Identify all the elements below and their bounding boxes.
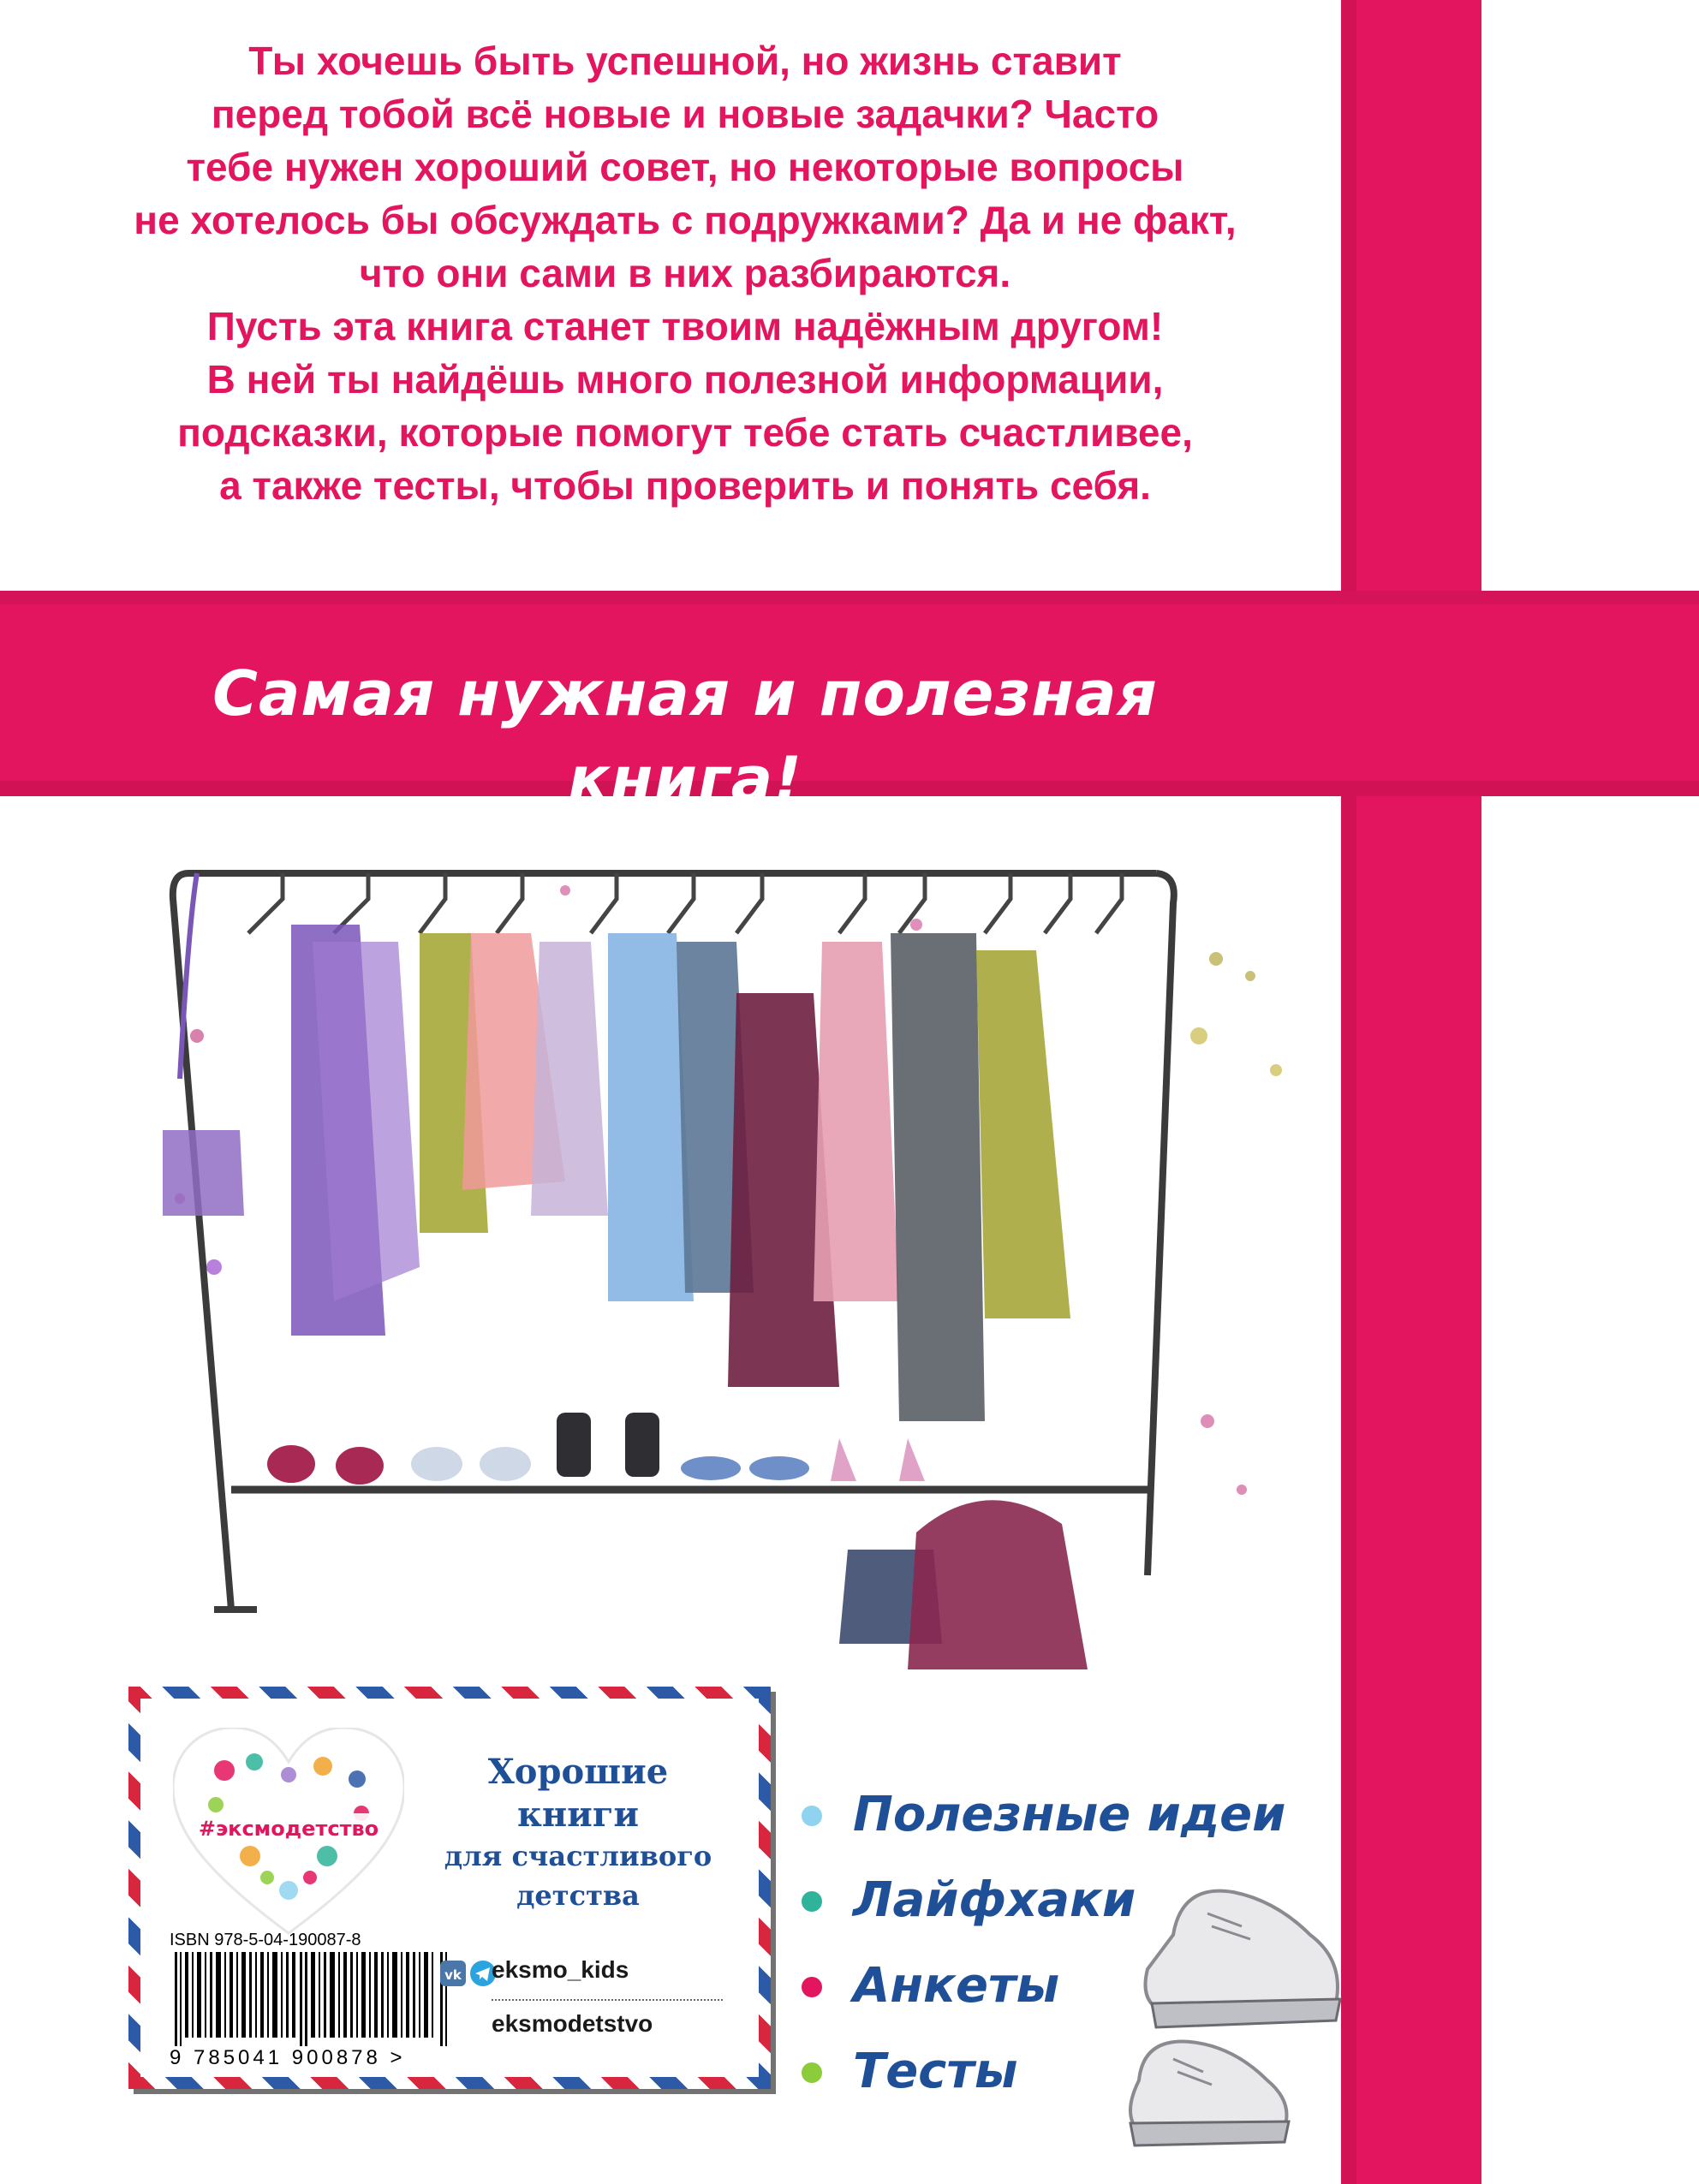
intro-line: Ты хочешь быть успешной, но жизнь ставит (248, 39, 1122, 83)
barcode (171, 1952, 454, 2046)
ribbon-shade-top (0, 591, 1699, 604)
ribbon-vertical (1341, 0, 1481, 2184)
feature-label: Анкеты (853, 1958, 1060, 2014)
feature-label: Полезные идеи (853, 1787, 1286, 1842)
intro-line: Пусть эта книга станет твоим надёжным другом! (206, 304, 1164, 348)
feature-label: Лайфхаки (853, 1872, 1136, 1928)
feature-item-questionnaires (803, 1956, 1059, 2016)
heading-line: Хорошие (487, 1752, 669, 1792)
heading-line: книги (516, 1794, 639, 1835)
slogan: Самая нужная и полезная книга! (212, 658, 1158, 815)
intro-text (111, 34, 1259, 512)
logo-text: #эксмодетство (198, 1817, 379, 1841)
intro-line: а также тесты, чтобы проверить и понять себя. (219, 463, 1151, 508)
intro-line: перед тобой всё новые и новые задачки? Часто (211, 92, 1159, 136)
intro-line: В ней ты найдёшь много полезной информации, (206, 357, 1164, 402)
postcard-heading (385, 1751, 771, 1915)
postcard (128, 1687, 771, 2089)
social-handle: eksmo_kids (492, 1956, 629, 1983)
heading-line: для счастливого (444, 1840, 712, 1872)
feature-dot (802, 2062, 822, 2083)
intro-line: подсказки, которые помогут тебе стать счастливее, (177, 410, 1193, 455)
isbn-label: ISBN 978-5-04-190087-8 (170, 1931, 361, 1949)
sneakers-illustration (1105, 1832, 1362, 2149)
feature-item-lifehacks (803, 1871, 1136, 1931)
svg-text:vk: vk (444, 1967, 462, 1983)
feature-item-tests (803, 2042, 1017, 2102)
eksmodetstvo-heart-logo (173, 1728, 404, 1942)
barcode-digits: 9 785041 900878 > (170, 2046, 406, 2069)
heading-line: детства (516, 1879, 640, 1912)
feature-label: Тесты (853, 2044, 1018, 2099)
intro-line: тебе нужен хороший совет, но некоторые вопросы (186, 145, 1184, 189)
feature-dot (802, 1891, 822, 1912)
intro-line: что они сами в них разбираются. (359, 251, 1011, 295)
clothes-rack-illustration (163, 822, 1327, 1695)
feature-dot (802, 1806, 822, 1826)
divider (492, 1999, 723, 2001)
intro-line: не хотелось бы обсуждать с подружками? Да и не факт, (134, 198, 1237, 242)
feature-dot (802, 1977, 822, 1997)
site-handle: eksmodetstvo (492, 2010, 653, 2037)
